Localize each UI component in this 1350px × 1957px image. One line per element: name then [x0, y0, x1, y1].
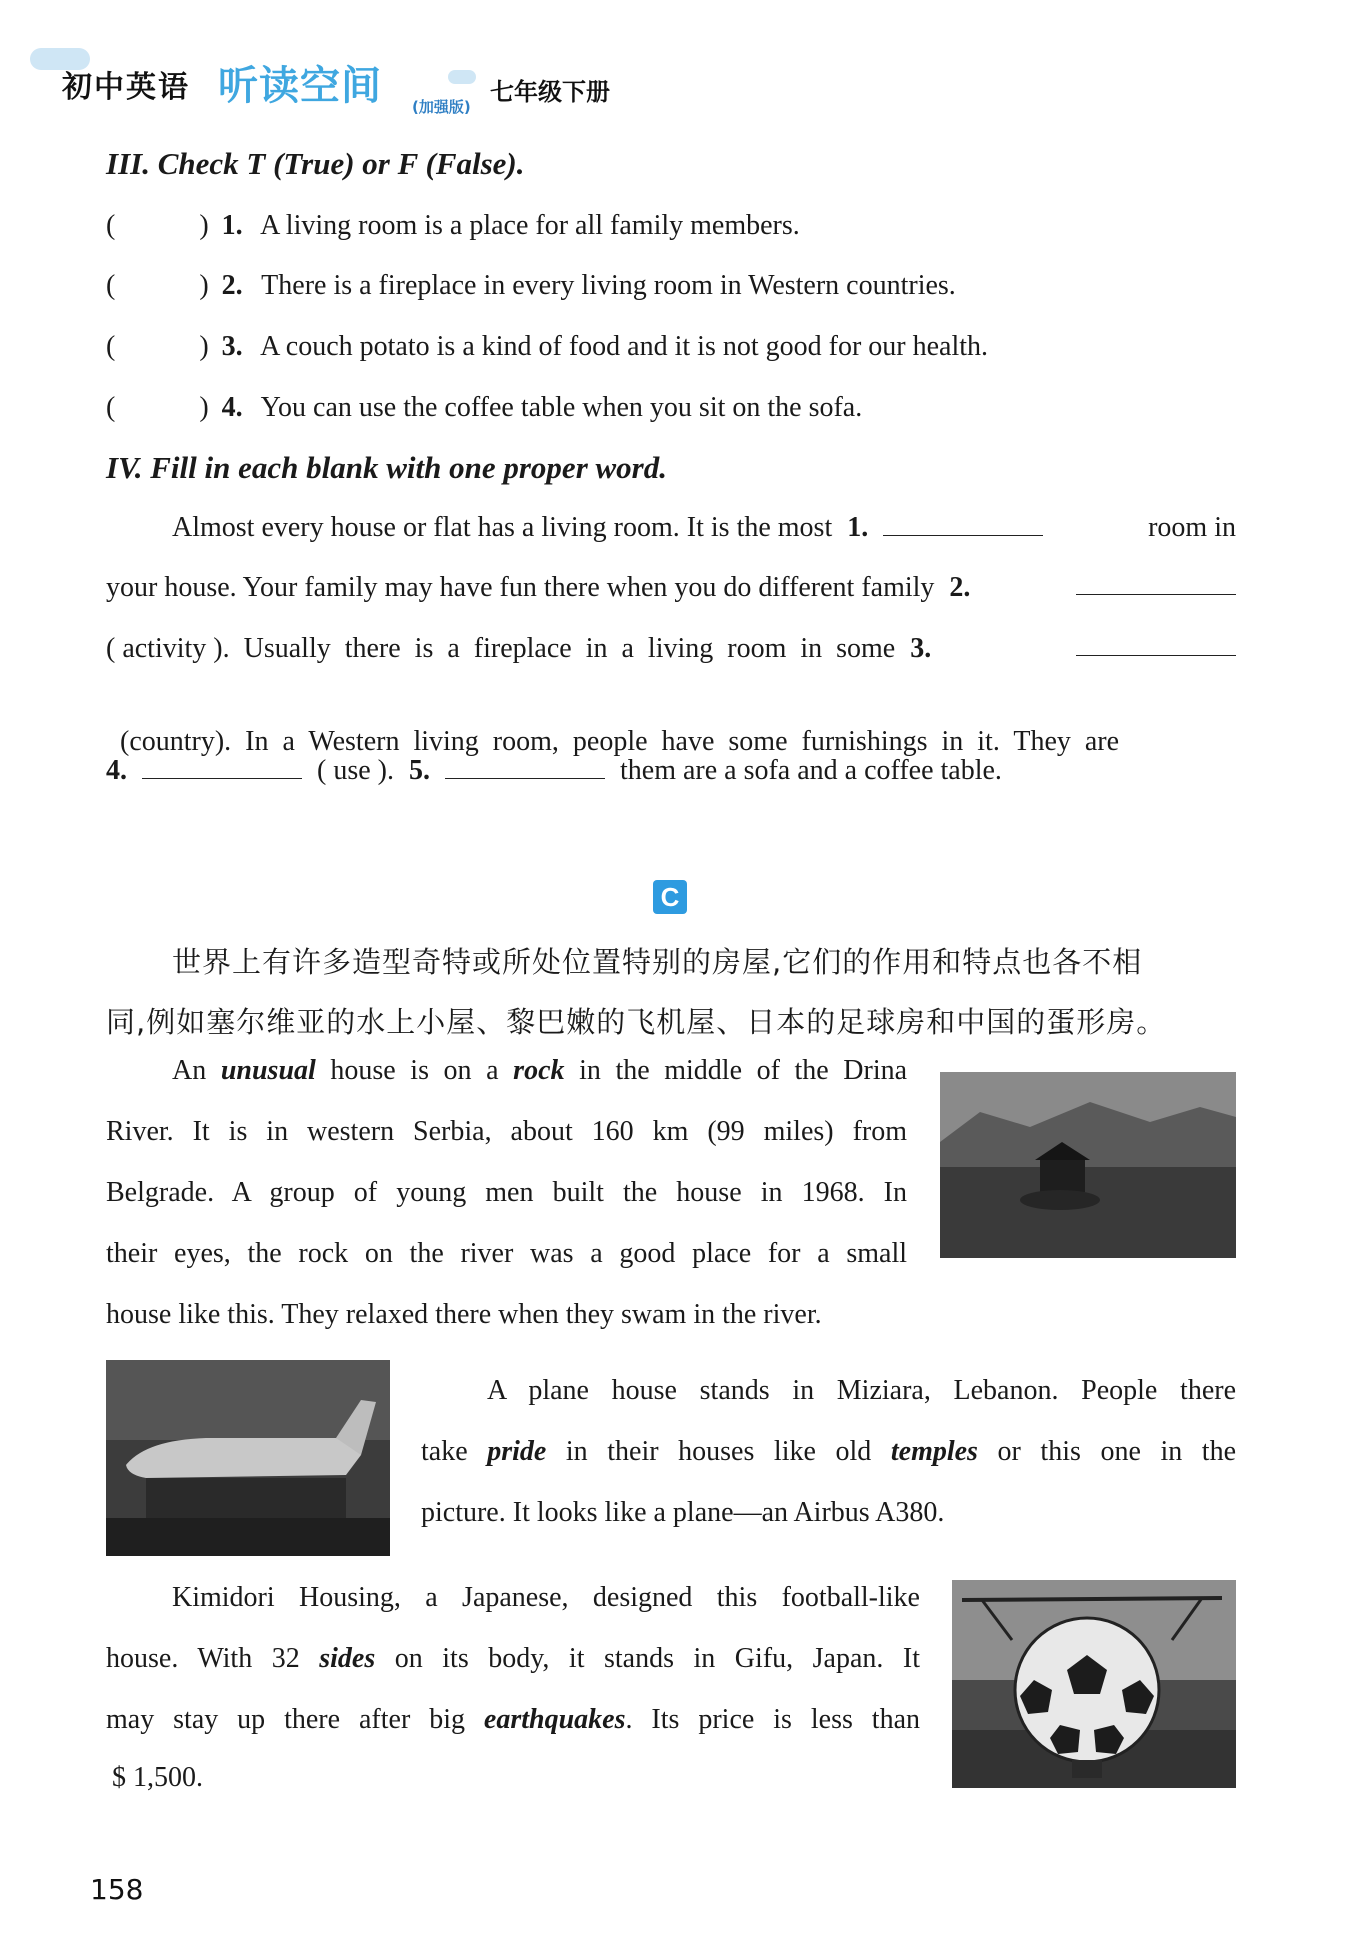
drina-river-house-photo — [940, 1072, 1236, 1258]
header — [0, 40, 1350, 120]
item-text: A living room is a place for all family members. — [260, 210, 800, 241]
answer-paren-open: ( — [106, 392, 116, 423]
football-house-photo — [952, 1580, 1236, 1788]
keyword: sides — [319, 1643, 376, 1674]
page-number: 158 — [90, 1873, 144, 1906]
cloze-line-5 — [106, 755, 1236, 787]
blank-1-input[interactable] — [883, 513, 1043, 536]
blank-2-input[interactable] — [1076, 572, 1236, 595]
answer-paren-open: ( — [106, 331, 116, 362]
keyword: rock — [513, 1055, 565, 1086]
item-number: 3. — [221, 331, 243, 362]
cloze-text: room in — [1148, 512, 1236, 543]
cloud-decoration-icon — [448, 70, 476, 84]
passage-2-line-1: A plane house stands in Miziara, Lebanon. People there — [487, 1375, 1236, 1406]
passage-text: take — [421, 1436, 468, 1467]
passage-1-line-3: Belgrade. A group of young men built the house in 1968. In — [106, 1177, 907, 1208]
blank-number: 2. — [949, 572, 971, 603]
keyword: earthquakes — [483, 1704, 626, 1735]
blank-3-input[interactable] — [1076, 633, 1236, 656]
section-c-badge — [653, 880, 687, 914]
passage-text: on its body, it stands in Gifu, Japan. It — [394, 1643, 921, 1674]
plane-house-image — [106, 1360, 390, 1556]
cloze-line-2 — [106, 572, 1236, 604]
keyword: unusual — [220, 1055, 316, 1086]
passage-1-line-5: house like this. They relaxed there when they swam in the river. — [106, 1299, 822, 1330]
item-number: 4. — [221, 392, 243, 423]
item-text: There is a fireplace in every living room in Western countries. — [261, 270, 956, 301]
cloze-text: ( activity ). Usually there is a fireplace in a living room in some — [106, 633, 896, 664]
passage-text: . Its price is less than — [625, 1704, 920, 1735]
section-4-title: IV. Fill in each blank with one proper word. — [106, 450, 667, 485]
answer-paren-open: ( — [106, 270, 116, 301]
true-false-item-4 — [106, 392, 1246, 424]
cloze-line-3 — [106, 633, 1236, 665]
section-3-title: III. Check T (True) or F (False). — [106, 146, 525, 181]
cloze-line-4 — [106, 694, 1236, 758]
passage-text: An — [172, 1055, 207, 1086]
blank-number: 4. — [106, 755, 127, 786]
blank-5-input[interactable] — [445, 756, 605, 779]
passage-text: or this one in the — [997, 1436, 1237, 1467]
keyword: pride — [487, 1436, 547, 1467]
item-text: A couch potato is a kind of food and it is not good for our health. — [260, 331, 989, 362]
cloze-line-1 — [172, 512, 1236, 544]
passage-3-line-4: $ 1,500. — [112, 1762, 203, 1793]
cloze-text: (country). In a Western living room, people have some furnishings in it. They are — [120, 726, 1120, 757]
plane-house-photo — [106, 1360, 390, 1556]
passage-text: house. With 32 — [106, 1643, 300, 1674]
cloze-text: your house. Your family may have fun there when you do different family — [106, 572, 935, 603]
chinese-intro-line-2: 同,例如塞尔维亚的水上小屋、黎巴嫩的飞机屋、日本的足球房和中国的蛋形房。 — [106, 1005, 1167, 1039]
passage-2-line-2 — [421, 1436, 1236, 1468]
passage-text: in their houses like old — [565, 1436, 872, 1467]
blank-4-input[interactable] — [142, 756, 302, 779]
edition-label: (加强版) — [412, 98, 471, 116]
passage-1-line-1 — [172, 1055, 907, 1087]
passage-text: in the middle of the Drina — [579, 1055, 908, 1086]
passage-1-line-4: their eyes, the rock on the river was a good place for a small — [106, 1238, 907, 1269]
answer-paren-close: ) — [199, 270, 209, 301]
blank-number: 5. — [408, 755, 430, 786]
answer-paren-close: ) — [199, 392, 209, 423]
true-false-item-2 — [106, 270, 1246, 302]
football-house-image — [952, 1580, 1236, 1788]
keyword: temples — [890, 1436, 978, 1467]
chinese-intro-line-1: 世界上有许多造型奇特或所处位置特别的房屋,它们的作用和特点也各不相 — [172, 945, 1143, 979]
true-false-item-3 — [106, 331, 1246, 363]
passage-3-line-1: Kimidori Housing, a Japanese, designed this football-like — [172, 1582, 920, 1613]
item-number: 1. — [221, 210, 243, 241]
passage-1-line-2: River. It is in western Serbia, about 160 km (99 miles) from — [106, 1116, 907, 1147]
answer-paren-close: ) — [199, 331, 209, 362]
series-title: 初中英语 — [62, 70, 190, 105]
cloze-text: ( use ). — [317, 755, 394, 786]
passage-3-line-3 — [106, 1704, 920, 1736]
item-text: You can use the coffee table when you sit on the sofa. — [260, 392, 863, 423]
answer-paren-close: ) — [199, 210, 209, 241]
cloze-text: Almost every house or flat has a living room. It is the most — [172, 512, 833, 543]
answer-paren-open: ( — [106, 210, 116, 241]
blank-number: 1. — [847, 512, 869, 543]
passage-text: may stay up there after big — [106, 1704, 465, 1735]
section-c-letter: C — [660, 882, 680, 912]
cloze-text: them are a sofa and a coffee table. — [619, 755, 1002, 786]
passage-2-line-3: picture. It looks like a plane—an Airbus A380. — [421, 1497, 945, 1528]
true-false-item-1 — [106, 210, 1246, 242]
item-number: 2. — [221, 270, 243, 301]
brand-title: 听读空间 — [218, 63, 382, 109]
passage-text: house is on a — [330, 1055, 499, 1086]
grade-label: 七年级下册 — [490, 78, 610, 106]
passage-3-line-2 — [106, 1643, 920, 1675]
drina-house-image — [940, 1072, 1236, 1258]
blank-number: 3. — [910, 633, 932, 664]
